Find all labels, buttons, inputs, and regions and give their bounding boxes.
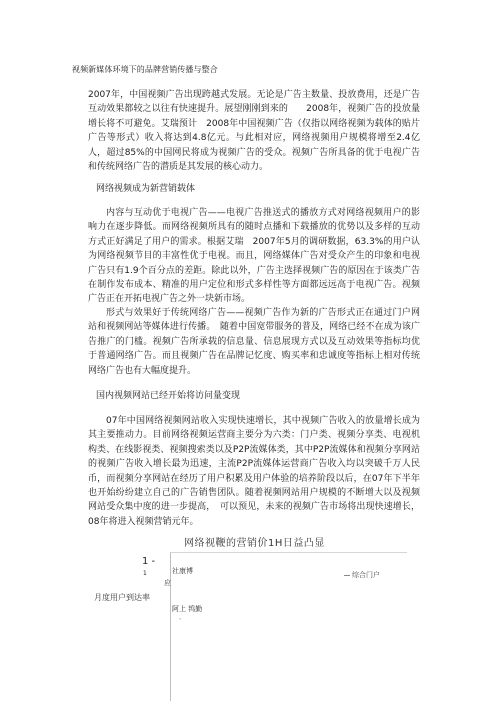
legend-line-icon <box>344 575 350 576</box>
chart-y-tick-sub: 1 <box>143 570 147 577</box>
paragraph-form-effect: 形式与效果好于传统网络广告——视频广告作为新的广告形式正在通过门户网站和视频网站等媒体进行传播。 随着中国宽带服务的普及，网络已经不在成为该广告推广的门槛。视频广告所承载的信息量、信息展现方式以及互动效果等指标均优于普通网络广告。而且视频广告在品牌记忆度、购买率和忠诚度等指标上相对传统网络广告也有大幅度提升。 <box>88 308 420 376</box>
chart-y-axis-label: 月度用户到达率 <box>94 593 150 602</box>
chart-point-note-1: 应 <box>164 579 171 587</box>
section-heading-monetization: 国内视频网站已经开始将访问量变现 <box>96 391 241 401</box>
paragraph-revenue-growth: 07年中国网络视频网站收入实现快速增长，其中视频广告收入的放量增长成为其主要推动力。目前网络视频运营商主要分为六类：门户类、视频分享类、电视机构类、在线影视类、视频搜索类以及P2P流媒体类，其中P2P流媒体和视频分享网站的视频广告收入增长最为迅速，主流P2P流媒体运营商广告收入均以突破千万人民币，而视频分享网站在经历了用户积累及用户体验的培养阶段以后，在07年下半年也开始纷纷建立自己的广告销售团队。随着视频网站用户规模的不断增大以及视频网站受众集中度的进一步提高， 可以预见，未来的视频广告市场将出现快速增长，08年将进入视频营销元年。 <box>88 416 420 527</box>
paragraph-intro: 2007年，中国视频广告出现跨越式发展。无论是广告主数量、投放费用，还是广告互动效果都较之以往有快速提升。展望刚刚到来的 2008年，视频广告的投放量增长将不可避免。艾瑞预计 2008年中国视频广告（仅指以网络视频为载体的贴片广告等形式）收入将达到4.8亿元。与此相对应，网络视频用户规模将增至2.4亿人，超过85%的中国网民将成为视频广告的受众。视频广告所具备的优于电视广告和传统网络广告的潜质是其发展的核心动力。 <box>88 90 420 173</box>
section-heading-new-carrier: 网络视频成为新营销载体 <box>96 184 196 194</box>
chart-point-label-1: 社康博 <box>172 567 193 575</box>
chart-point-label-2: 阿上 鸨勤 <box>172 605 203 613</box>
chart-title: 网络视鞭的营销价1H日益凸显 <box>184 538 325 549</box>
paragraph-content-interaction: 内容与互动优于电视广告——电视广告推送式的播放方式对网络视频用户的影响力在逐步降低。而网络视频所具有的随时点播和下载播放的优势以及多样的互动方式正好满足了用户的需求。根据艾瑞 2007年5月的调研数据，63.3%的用户认为网络视频节目的丰富性优于电视。而且，网络媒体广告对受众产生的印象和电视广告只有1.9个百分点的差距。除此以外，广告主选择视频广告的原因在于该类广告在制作发布成本、精准的用户定位和形式多样性等方面都远远高于电视广告。视频广告正在开拓电视广告之外一块新市场。 <box>88 208 420 305</box>
chart-y-tick-top: 1 - <box>142 556 156 567</box>
chart-mark: 、 <box>179 614 186 621</box>
document-title: 视频新媒体环境下的品牌营销传播与整合 <box>72 65 218 74</box>
legend-item-portal: 综合门户 <box>352 571 380 579</box>
chart-legend <box>344 570 380 580</box>
chart-marketing-value <box>88 530 436 700</box>
